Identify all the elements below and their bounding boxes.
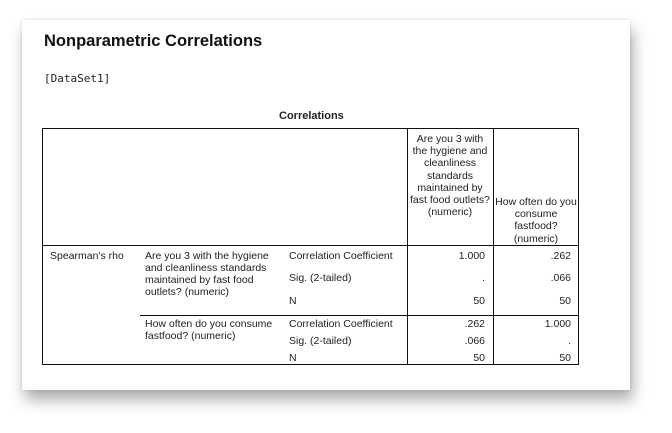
table-caption: Correlations	[279, 110, 344, 122]
stat-label: Sig. (2-tailed)	[289, 335, 352, 347]
stat-label: N	[289, 352, 297, 364]
row-label-hygiene: Are you 3 with the hygiene and cleanliness standards maintained by fast food outlets? (numeric)	[145, 250, 269, 298]
value-cell: 50	[473, 352, 485, 364]
value-cell: .	[482, 272, 485, 284]
column-header-hygiene: Are you 3 with the hygiene and cleanliness standards maintained by fast food outlets? (numeric)	[410, 133, 490, 219]
stat-label: Sig. (2-tailed)	[289, 272, 352, 284]
value-cell: 1.000	[458, 250, 485, 262]
value-cell: 50	[473, 295, 485, 307]
value-cell: 1.000	[544, 318, 571, 330]
correlations-table	[42, 128, 579, 365]
row-label-fastfood: How often do you consume fastfood? (numeric)	[145, 318, 273, 342]
row-divider	[140, 315, 578, 316]
stat-label: N	[289, 295, 297, 307]
stat-label: Correlation Coefficient	[289, 250, 393, 262]
column-header-fastfood: How often do you consume fastfood? (numeric)	[495, 196, 577, 245]
value-cell: .066	[550, 272, 571, 284]
page-title: Nonparametric Correlations	[44, 32, 263, 50]
col-divider	[407, 129, 408, 364]
value-cell: 50	[559, 295, 571, 307]
value-cell: 50	[559, 352, 571, 364]
value-cell: .066	[464, 335, 485, 347]
value-cell: .	[568, 335, 571, 347]
method-label: Spearman's rho	[50, 250, 124, 262]
value-cell: .262	[550, 250, 571, 262]
stat-label: Correlation Coefficient	[289, 318, 393, 330]
value-cell: .262	[464, 318, 485, 330]
output-page	[22, 20, 630, 390]
header-divider	[43, 245, 578, 246]
col-divider	[493, 129, 494, 364]
dataset-label: [DataSet1]	[44, 72, 111, 85]
